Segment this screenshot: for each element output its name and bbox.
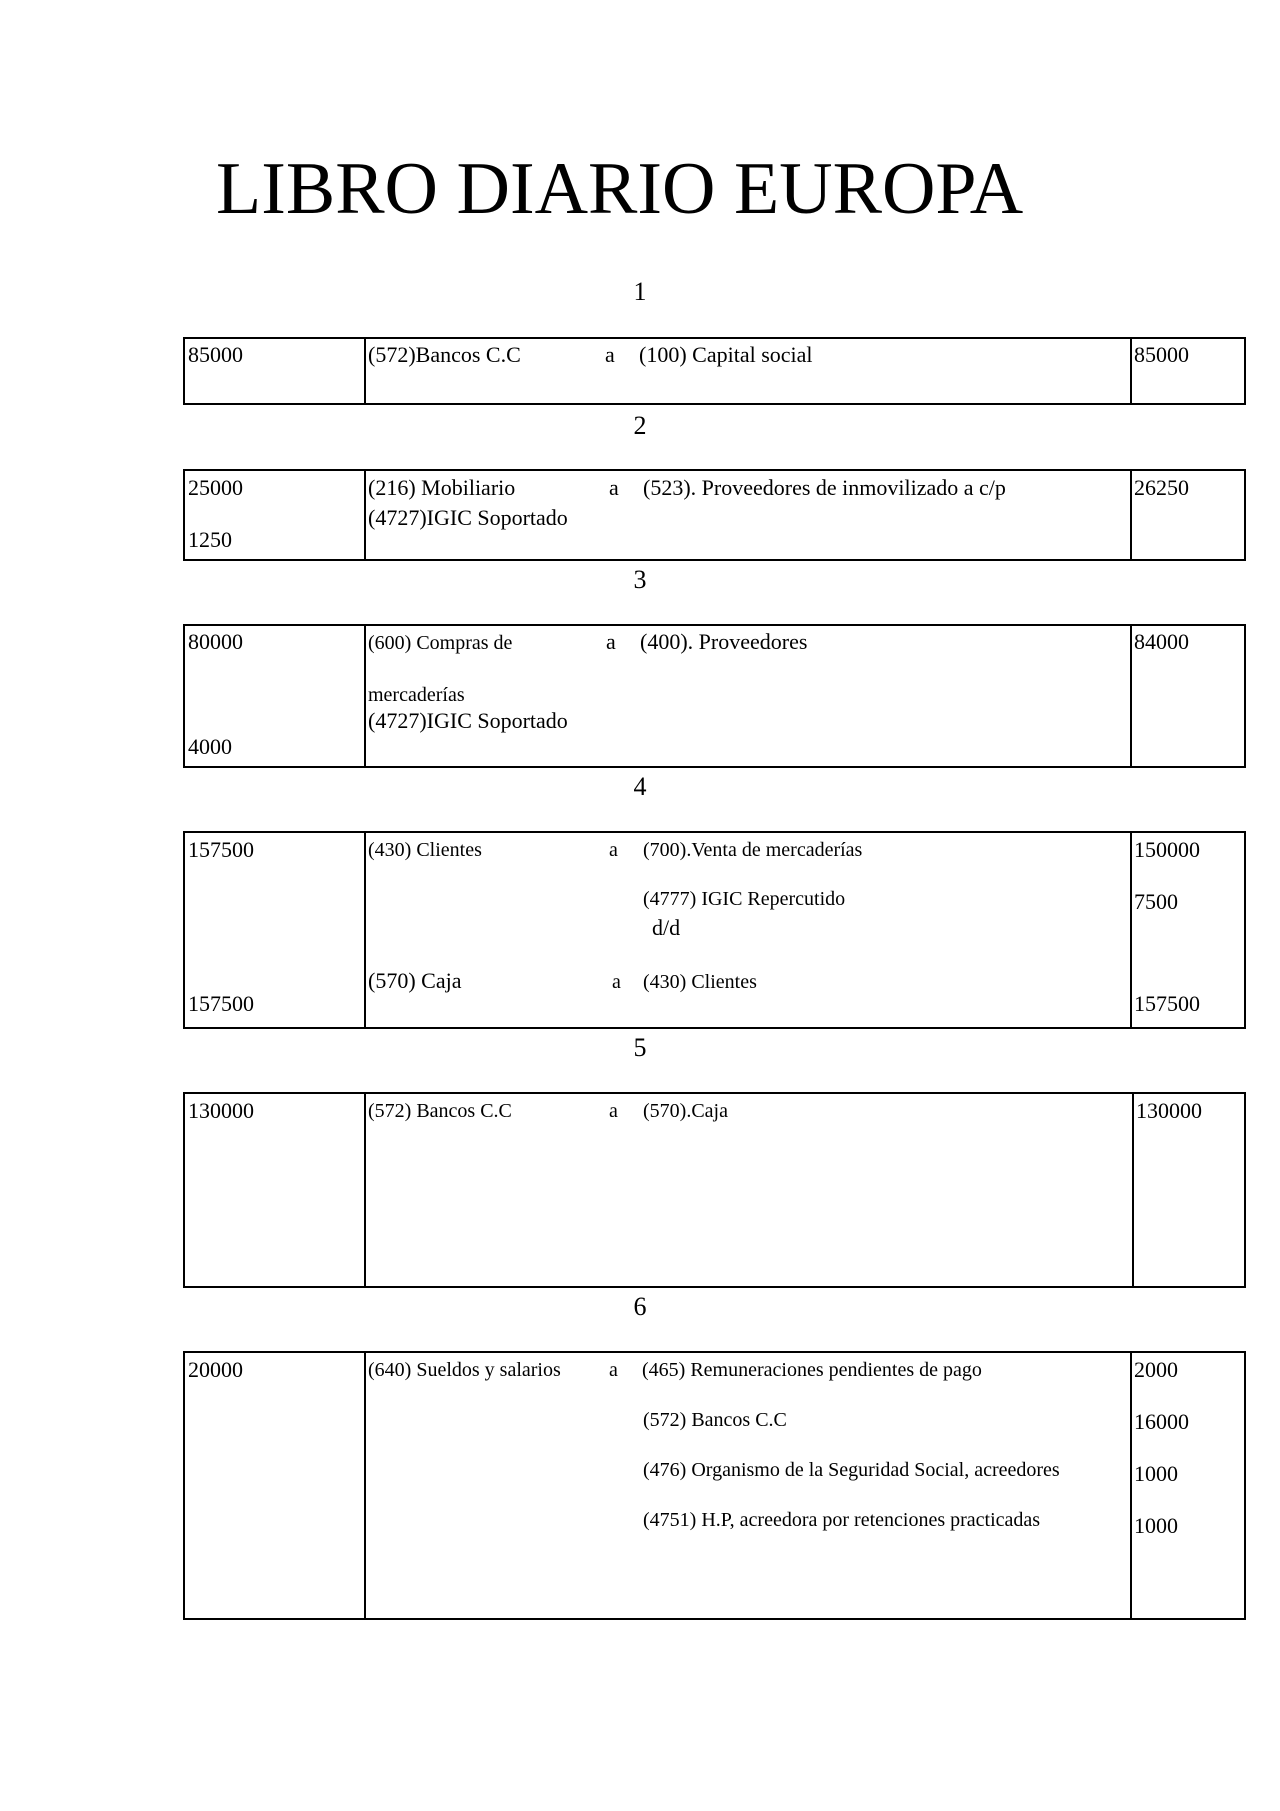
credit-account: (4751) H.P, acreedora por retenciones practicadas (643, 1509, 1041, 1531)
debit-account: (216) Mobiliario (368, 475, 516, 500)
credit-amount: 1000 (1134, 1461, 1178, 1486)
debit-account: (570) Caja (368, 968, 462, 993)
debit-account: (640) Sueldos y salarios (368, 1359, 561, 1381)
credit-amount: 157500 (1134, 991, 1200, 1016)
credit-account: (4777) IGIC Repercutido (643, 888, 846, 910)
connector: a (609, 475, 619, 500)
credit-account: (100) Capital social (639, 342, 813, 367)
debit-amount: 25000 (188, 475, 243, 500)
debit-amount: 1250 (188, 527, 232, 552)
debit-account: (572)Bancos C.C (368, 342, 521, 367)
column-divider (364, 626, 366, 766)
connector: a (606, 629, 616, 654)
column-divider (1130, 1353, 1132, 1618)
debit-account: (600) Compras de (368, 632, 513, 654)
debit-amount: 130000 (188, 1098, 254, 1123)
debit-account: (4727)IGIC Soportado (368, 708, 568, 733)
entry-number: 1 (633, 277, 647, 306)
credit-amount: 84000 (1134, 629, 1189, 654)
credit-account: (476) Organismo de la Seguridad Social, acreedores (643, 1459, 1060, 1481)
journal-entry-5 (183, 1092, 1246, 1288)
connector: a (609, 839, 618, 861)
debit-account-continuation: mercaderías (368, 684, 465, 706)
journal-entry-1 (183, 337, 1246, 405)
journal-entry-2 (183, 469, 1246, 561)
connector: a (609, 1359, 618, 1381)
credit-amount: 1000 (1134, 1513, 1178, 1538)
credit-amount: 7500 (1134, 889, 1178, 914)
credit-account: (572) Bancos C.C (643, 1409, 787, 1431)
debit-amount: 20000 (188, 1357, 243, 1382)
credit-account: (400). Proveedores (640, 629, 808, 654)
column-divider (364, 471, 366, 559)
journal-entry-3 (183, 624, 1246, 768)
credit-amount: 16000 (1134, 1409, 1189, 1434)
column-divider (1130, 626, 1132, 766)
credit-amount: 150000 (1134, 837, 1200, 862)
column-divider (364, 1094, 366, 1286)
column-divider (364, 1353, 366, 1618)
debit-account: (4727)IGIC Soportado (368, 505, 568, 530)
credit-account: (570).Caja (643, 1100, 728, 1122)
journal-entry-4 (183, 831, 1246, 1029)
entry-number: 3 (633, 565, 647, 594)
column-divider (1132, 1094, 1134, 1286)
document-title: LIBRO DIARIO EUROPA (216, 148, 1024, 230)
debit-amount: 4000 (188, 734, 232, 759)
connector: a (609, 1100, 618, 1122)
column-divider (1130, 833, 1132, 1027)
credit-amount: 26250 (1134, 475, 1189, 500)
column-divider (1130, 471, 1132, 559)
column-divider (364, 833, 366, 1027)
credit-account: (523). Proveedores de inmovilizado a c/p (643, 475, 1006, 500)
entry-number: 5 (633, 1033, 647, 1062)
entry-number: 4 (633, 772, 647, 801)
credit-account: (430) Clientes (643, 971, 757, 993)
debit-amount: 157500 (188, 837, 254, 862)
debit-account: (430) Clientes (368, 839, 482, 861)
column-divider (364, 339, 366, 403)
journal-entry-6 (183, 1351, 1246, 1620)
entry-number: 2 (633, 411, 647, 440)
credit-amount: 130000 (1136, 1098, 1202, 1123)
document-note: d/d (652, 915, 681, 940)
debit-amount: 85000 (188, 342, 243, 367)
credit-amount: 85000 (1134, 342, 1189, 367)
debit-amount: 80000 (188, 629, 243, 654)
column-divider (1130, 339, 1132, 403)
entry-number: 6 (633, 1292, 647, 1321)
debit-account: (572) Bancos C.C (368, 1100, 512, 1122)
credit-account: (700).Venta de mercaderías (643, 839, 863, 861)
credit-account: (465) Remuneraciones pendientes de pago (642, 1359, 982, 1381)
connector: a (612, 971, 621, 993)
credit-amount: 2000 (1134, 1357, 1178, 1382)
debit-amount: 157500 (188, 991, 254, 1016)
connector: a (605, 342, 615, 367)
